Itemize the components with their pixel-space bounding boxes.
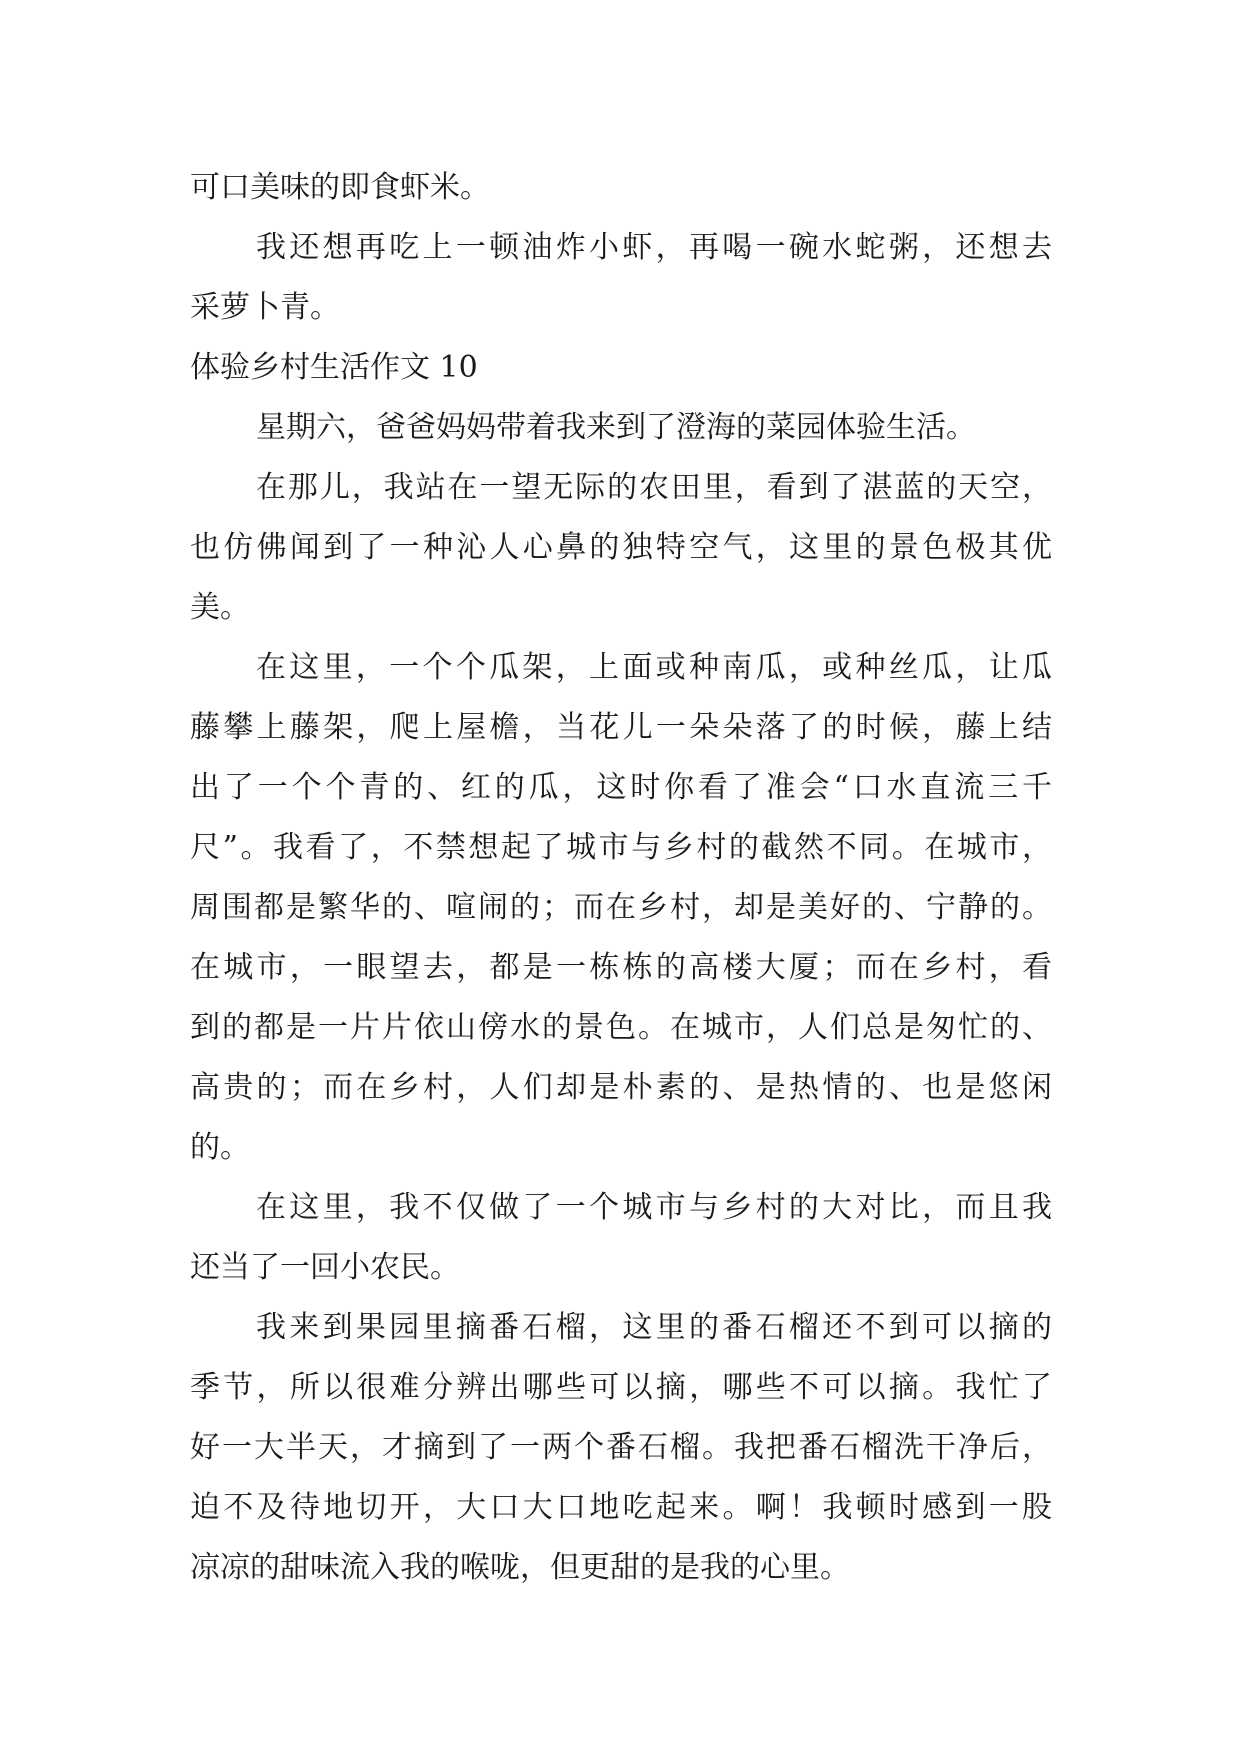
section-heading: 体验乡村生活作文 10 (190, 350, 478, 385)
text-line: 采萝卜青。 (190, 290, 340, 325)
paragraph (190, 158, 1052, 218)
text-line: 我来到果园里摘番石榴，这里的番石榴还不到可以摘的 (256, 1310, 1052, 1345)
text-line: 尺”。我看了，不禁想起了城市与乡村的截然不同。在城市， (190, 830, 1052, 865)
text-line: 高贵的；而在乡村，人们却是朴素的、是热情的、也是悠闲 (190, 1070, 1052, 1105)
text-line: 藤攀上藤架，爬上屋檐，当花儿一朵朵落了的时候，藤上结 (190, 710, 1052, 745)
text-line: 好一大半天，才摘到了一两个番石榴。我把番石榴洗干净后， (190, 1430, 1052, 1465)
text-line: 在这里，一个个瓜架，上面或种南瓜，或种丝瓜，让瓜 (256, 650, 1052, 685)
text-line: 星期六，爸爸妈妈带着我来到了澄海的菜园体验生活。 (256, 410, 976, 445)
paragraph (190, 638, 1052, 1178)
text-line: 出了一个个青的、红的瓜，这时你看了准会“口水直流三千 (190, 770, 1052, 805)
text-line: 在那儿，我站在一望无际的农田里，看到了湛蓝的天空， (256, 470, 1052, 505)
paragraph (190, 1298, 1052, 1598)
text-line: 我还想再吃上一顿油炸小虾，再喝一碗水蛇粥，还想去 (256, 230, 1052, 265)
paragraph (190, 218, 1052, 338)
text-line: 迫不及待地切开，大口大口地吃起来。啊！我顿时感到一股 (190, 1490, 1052, 1525)
text-line: 凉凉的甜味流入我的喉咙，但更甜的是我的心里。 (190, 1550, 850, 1585)
document-body (190, 158, 1052, 1598)
text-line: 也仿佛闻到了一种沁人心鼻的独特空气，这里的景色极其优 (190, 530, 1052, 565)
paragraph (190, 458, 1052, 638)
text-line: 在这里，我不仅做了一个城市与乡村的大对比，而且我 (256, 1190, 1052, 1225)
text-line: 季节，所以很难分辨出哪些可以摘，哪些不可以摘。我忙了 (190, 1370, 1052, 1405)
paragraph (190, 398, 1052, 458)
text-line: 在城市，一眼望去，都是一栋栋的高楼大厦；而在乡村，看 (190, 950, 1052, 985)
text-line: 的。 (190, 1130, 250, 1165)
text-line: 到的都是一片片依山傍水的景色。在城市，人们总是匆忙的、 (190, 1010, 1052, 1045)
text-line: 美。 (190, 590, 250, 625)
text-line: 可口美味的即食虾米。 (190, 170, 490, 205)
paragraph (190, 1178, 1052, 1298)
text-line: 周围都是繁华的、喧闹的；而在乡村，却是美好的、宁静的。 (190, 890, 1052, 925)
text-line: 还当了一回小农民。 (190, 1250, 460, 1285)
